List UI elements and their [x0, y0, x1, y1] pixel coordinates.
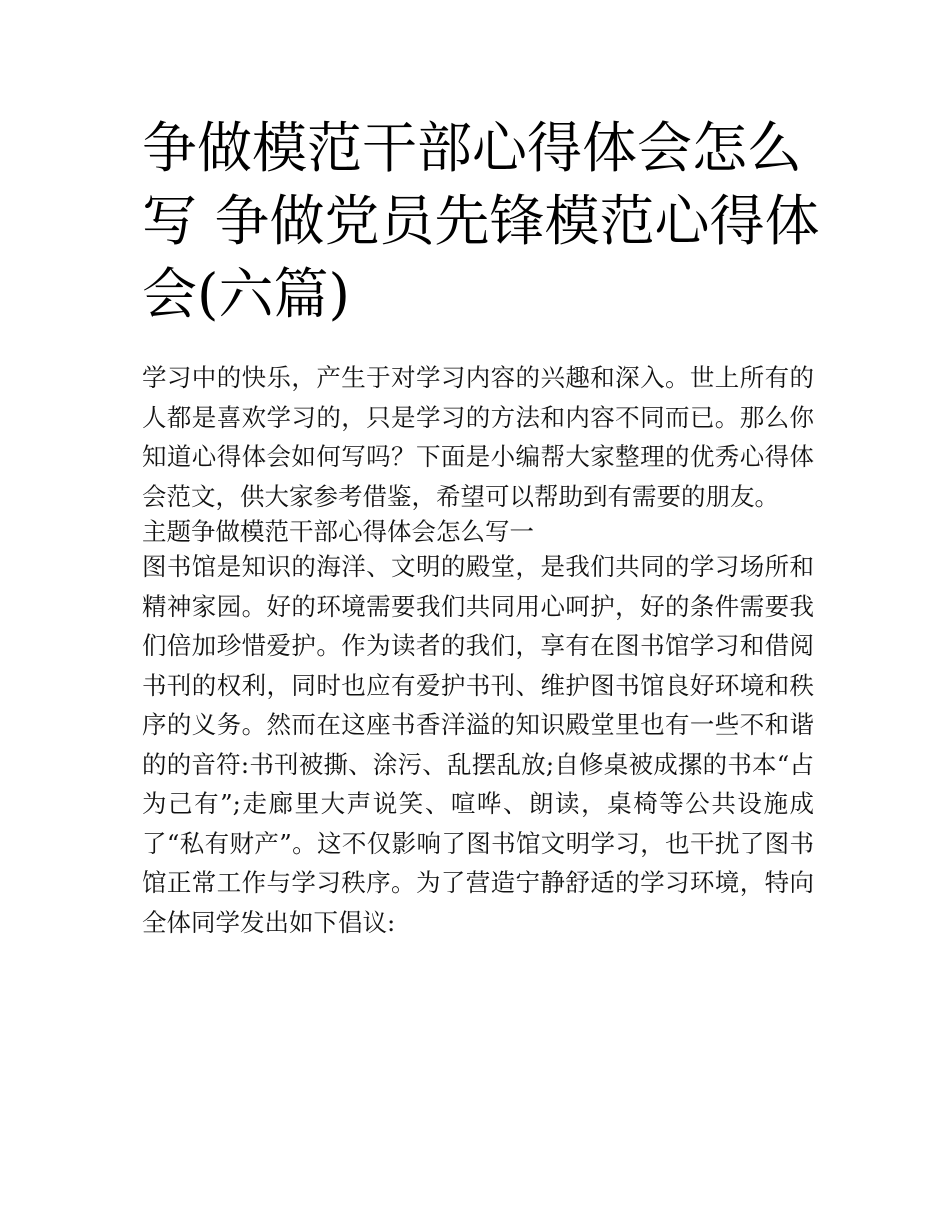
document-body — [142, 358, 814, 942]
section-heading: 主题争做模范干部心得体会怎么写一 — [142, 517, 534, 546]
document-title: 争做模范干部心得体会怎么写 争做党员先锋模范心得体会(六篇) — [142, 116, 820, 326]
body-paragraph: 图书馆是知识的海洋、文明的殿堂，是我们共同的学习场所和精神家园。好的环境需要我们共同用心呵护，好的条件需要我们倍加珍惜爱护。作为读者的我们，享有在图书馆学习和借阅书刊的权利，同时也应有爱护书刊、维护图书馆良好环境和秩序的义务。然而在这座书香洋溢的知识殿堂里也有一些不和谐的的音符:书刊被撕、涂污、乱摆乱放;自修桌被成摞的书本“占为己有”;走廊里大声说笑、喧哗、朗读，桌椅等公共设施成了“私有财产”。这不仅影响了图书馆文明学习，也干扰了图书馆正常工作与学习秩序。为了营造宁静舒适的学习环境，特向全体同学发出如下倡议: — [142, 552, 814, 937]
intro-paragraph: 学习中的快乐，产生于对学习内容的兴趣和深入。世上所有的人都是喜欢学习的，只是学习的方法和内容不同而已。那么你知道心得体会如何写吗？下面是小编帮大家整理的优秀心得体会范文，供大家参考借鉴，希望可以帮助到有需要的朋友。 — [142, 363, 814, 511]
